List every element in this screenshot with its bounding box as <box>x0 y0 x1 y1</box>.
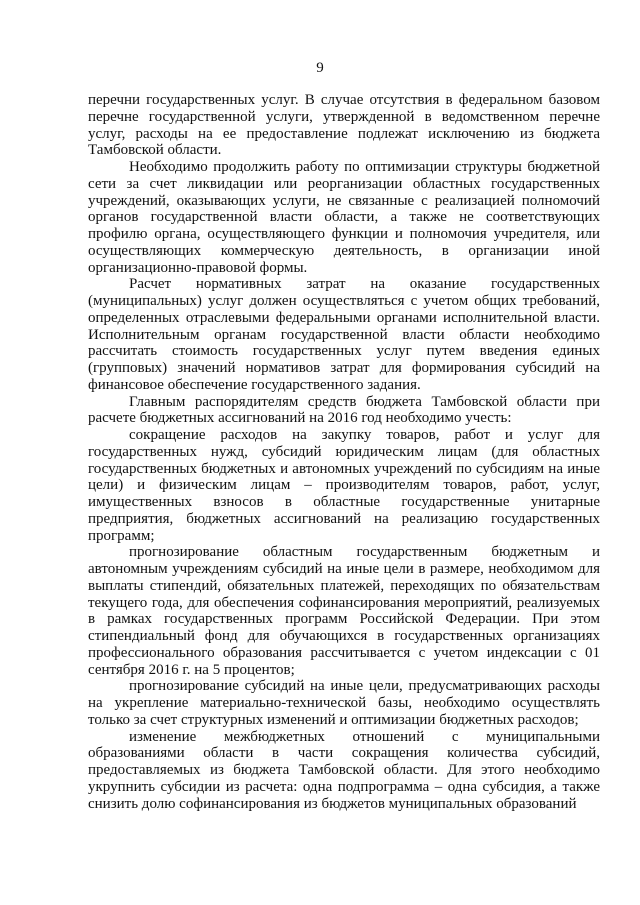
paragraph-6: прогнозирование областным государственным бюджетным и автономным учреждениям субсидий на иные цели в размере, необходимом для выплаты стипендий, обязательных платежей, переходящих по обязательствам текущего года, для обеспечения софинансирования мероприятий, реализуемых в рамках государственных программ Российской Федерации. При этом стипендиальный фонд для обучающихся в государственных организациях профессионального образования рассчитывается с учетом индексации с 01 сентября 2016 г. на 5 процентов; <box>88 544 600 678</box>
page-number: 9 <box>316 60 324 76</box>
paragraph-4: Главным распорядителям средств бюджета Тамбовской области при расчете бюджетных ассигнований на 2016 год необходимо учесть: <box>88 393 600 427</box>
body-text <box>88 92 600 812</box>
paragraph-1: перечни государственных услуг. В случае отсутствия в федеральном базовом перечне государственной услуги, утвержденной в ведомственном перечне услуг, расходы на ее предоставление подлежат исключению из бюджета Тамбовской области. <box>88 92 600 159</box>
paragraph-5: сокращение расходов на закупку товаров, работ и услуг для государственных нужд, субсидий юридическим лицам (для областных государственных бюджетных и автономных учреждений по субсидиям на иные цели) и физическим лицам – производителям товаров, работ, услуг, имущественных взносов в областные государственные унитарные предприятия, бюджетных ассигнований на реализацию государственных программ; <box>88 427 600 544</box>
paragraph-3: Расчет нормативных затрат на оказание государственных (муниципальных) услуг должен осуществляться с учетом общих требований, определенных отраслевыми федеральными органами исполнительной власти. Исполнительным органам государственной власти области необходимо рассчитать стоимость государственных услуг путем введения единых (групповых) значений нормативов затрат для формирования субсидий на финансовое обеспечение государственного задания. <box>88 276 600 393</box>
paragraph-7: прогнозирование субсидий на иные цели, предусматривающих расходы на укрепление материально-технической базы, необходимо осуществлять только за счет структурных изменений и оптимизации бюджетных расходов; <box>88 678 600 728</box>
paragraph-8: изменение межбюджетных отношений с муниципальными образованиями области в части сокращения количества субсидий, предоставляемых из бюджета Тамбовской области. Для этого необходимо укрупнить субсидии из расчета: одна подпрограмма – одна субсидия, а также снизить долю софинансирования из бюджетов муниципальных образований <box>88 728 600 812</box>
paragraph-2: Необходимо продолжить работу по оптимизации структуры бюджетной сети за счет ликвидации или реорганизации областных государственных учреждений, оказывающих услуги, не связанные с реализацией полномочий органов государственной власти области, а также не соответствующих профилю органа, осуществляющего функции и полномочия учредителя, или осуществляющих коммерческую деятельность, в организации иной организационно-правовой формы. <box>88 159 600 276</box>
